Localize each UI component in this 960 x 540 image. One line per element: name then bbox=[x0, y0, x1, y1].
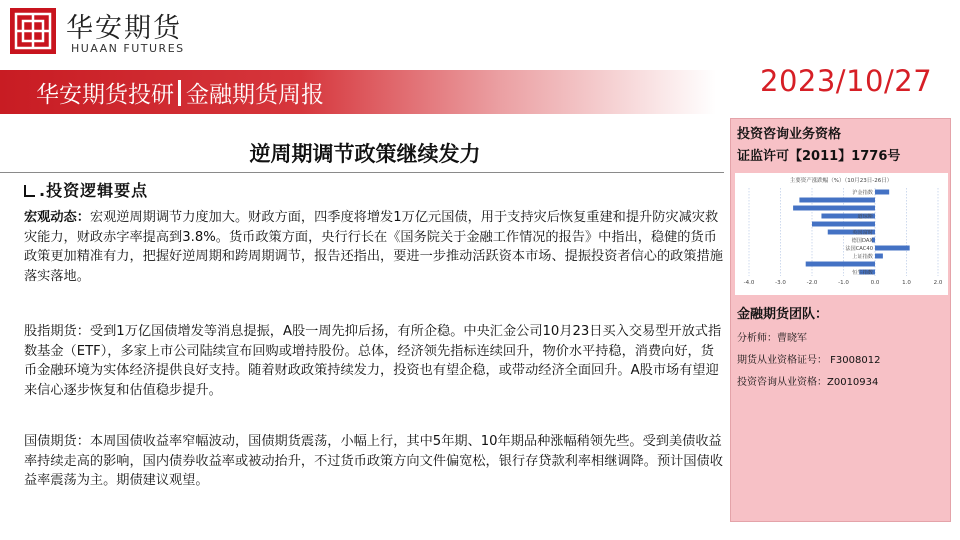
category-label-5: 英国富时 bbox=[852, 229, 873, 236]
team-heading: 金融期货团队： bbox=[737, 307, 829, 322]
futures-cert-number: 期货从业资格证号： F3008012 bbox=[737, 355, 881, 366]
x-tick-label-2: -2.0 bbox=[806, 280, 818, 286]
asset-returns-svg bbox=[735, 173, 948, 295]
x-tick-label-0: -4.0 bbox=[743, 280, 755, 286]
bar-9 bbox=[806, 262, 875, 267]
chart-title: 主要资产涨跌幅（%）（10月23日-26日） bbox=[789, 178, 893, 184]
macro-paragraph bbox=[24, 208, 726, 286]
x-tick-label-6: 2.0 bbox=[933, 280, 943, 286]
report-banner bbox=[0, 70, 716, 114]
bar-2 bbox=[793, 206, 875, 211]
treasury-paragraph bbox=[24, 432, 726, 491]
x-tick-label-4: 0.0 bbox=[870, 280, 880, 286]
bar-0 bbox=[875, 190, 889, 195]
bar-1 bbox=[799, 198, 875, 203]
treasury-text: 国债期货：本周国债收益率窄幅波动，国债期货震荡，小幅上行，其中5年期、10年期品种涨幅稍领先些。受到美债收益率持续走高的影响，国内债券收益率或被动抬升，不过货币政策方向文件偏宽松，银行存贷款利率相继调降。预计国债收益率震荡为主。期债建议观望。 bbox=[24, 434, 723, 488]
category-label-8: 上证指数 bbox=[852, 253, 873, 260]
asset-returns-chart bbox=[735, 173, 948, 295]
license-number: 证监许可【2011】1776号 bbox=[737, 149, 901, 164]
x-tick-label-3: -1.0 bbox=[838, 280, 849, 286]
x-tick-label-1: -3.0 bbox=[775, 280, 786, 286]
bar-8 bbox=[875, 254, 883, 259]
sidebar-panel bbox=[730, 118, 951, 522]
report-title: 逆周期调节政策继续发力 bbox=[249, 142, 481, 166]
banner-divider bbox=[178, 80, 181, 106]
analyst-name: 分析师：曹晓军 bbox=[737, 333, 807, 344]
bar-7 bbox=[875, 246, 910, 251]
category-label-6: 德国DAX bbox=[851, 237, 873, 244]
report-date: 2023/10/27 bbox=[760, 64, 933, 98]
stock-index-text: 股指期货：受到1万亿国债增发等消息提振，A股一周先抑后扬，有所企稳。中央汇金公司10月23日买入交易型开放式指数基金（ETF），多家上市公司陆续宣布回购或增持股份。总体，经济领先指标连续回升，物价水平持稳，消费向好，货币金融环境为实体经济提供良好支持。随着财政政策持续发力，投资也有望企稳，或带动经济全面回升。A股市场有望迎来信心逐步恢复和估值稳步提升。 bbox=[24, 324, 722, 398]
x-tick-label-5: 1.0 bbox=[902, 280, 911, 286]
brand-chinese-name: 华安期货 bbox=[66, 13, 182, 44]
stock-index-paragraph bbox=[24, 322, 726, 400]
macro-text: 宏观逆周期调节力度加大。财政方面，四季度将增发1万亿元国债，用于支持灾后恢复重建和提升防灾减灾救灾能力，财政赤字率提高到3.8%。货币政策方面，央行行长在《国务院关于金融工作情况的报告》中指出，稳健的货币政策更加精准有力，把握好逆周期和跨周期调节，报告还指出，要进一步推动活跃资本市场、提振投资者信心的政策措施落实落地。 bbox=[24, 210, 723, 284]
section-heading: .投资逻辑要点 bbox=[24, 178, 148, 201]
macro-label: 宏观动态： bbox=[24, 210, 90, 225]
banner-right-label: 金融期货周报 bbox=[186, 82, 324, 108]
category-label-7: 法国CAC40 bbox=[845, 245, 873, 252]
category-label-0: 沪金指数 bbox=[852, 189, 873, 196]
title-divider bbox=[0, 172, 724, 173]
consult-cert-number: 投资咨询从业资格：Z0010934 bbox=[737, 377, 879, 388]
banner-left-label: 华安期货投研 bbox=[36, 82, 174, 108]
category-label-10: 恒生指数 bbox=[852, 269, 873, 276]
bar-4 bbox=[812, 222, 875, 227]
huaan-logo bbox=[10, 8, 56, 54]
section-marker-icon bbox=[24, 185, 35, 197]
brand-english-name: HUAAN FUTURES bbox=[71, 42, 185, 55]
qualification-title: 投资咨询业务资格 bbox=[737, 127, 842, 142]
category-label-3: 道琼斯 bbox=[857, 213, 873, 220]
